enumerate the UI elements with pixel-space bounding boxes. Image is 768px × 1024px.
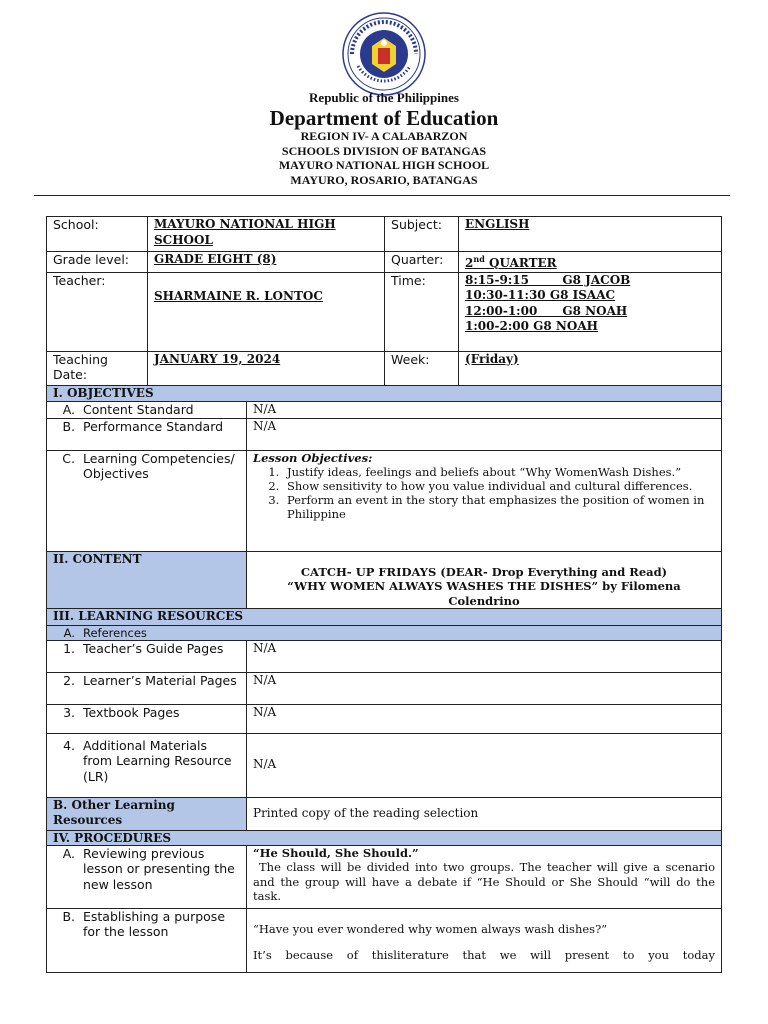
objectives-band: [47, 385, 722, 402]
procedure-a-content: [247, 845, 722, 908]
resource-row: [47, 704, 722, 733]
activity-title: “He Should, She Should.”: [253, 845, 419, 860]
item-number: 2.: [63, 672, 75, 688]
content-cell: [247, 551, 722, 609]
time-label: Time:: [385, 272, 459, 351]
resource-row: [47, 672, 722, 704]
item-letter: B.: [62, 908, 75, 924]
item-text: Learner’s Material Pages: [83, 672, 237, 688]
other-resources-label: B. Other Learning Resources: [47, 797, 247, 830]
purpose-question: “Have you ever wondered why women always wash dishes?”: [253, 921, 608, 936]
other-resources-value: Printed copy of the reading selection: [247, 797, 722, 830]
quarter-word: QUARTER: [488, 256, 557, 270]
teacher-value: SHARMAINE R. LONTOC: [148, 272, 385, 351]
header-divider: [34, 195, 730, 196]
school-value: MAYURO NATIONAL HIGH SCHOOL: [148, 217, 385, 252]
item-letter: A.: [63, 625, 75, 640]
week-label: Week:: [385, 351, 459, 385]
resource-value: N/A: [247, 672, 722, 704]
activity-description: The class will be divided into two groups. The teacher will give a scenario and the group will have a debate if “He Should or She Should “will do the task.: [253, 860, 716, 903]
resource-value: N/A: [247, 733, 722, 797]
item-number: 4.: [63, 737, 75, 753]
item-text: References: [83, 625, 147, 640]
time-slot: 12:00-1:00 G8 NOAH: [465, 303, 628, 318]
procedure-b-label: [47, 908, 247, 972]
deped-seal-logo: [342, 12, 426, 96]
grade-row: [47, 252, 722, 273]
item-text: Teacher’s Guide Pages: [83, 640, 224, 656]
item-number: 3.: [63, 704, 75, 720]
teacher-label: Teacher:: [47, 272, 148, 351]
item-letter: A.: [62, 845, 75, 861]
time-slot: 10:30-11:30 G8 ISAAC: [465, 288, 616, 302]
quarter-label: Quarter:: [385, 252, 459, 273]
item-letter: C.: [62, 450, 75, 466]
performance-standard-label: [47, 418, 247, 450]
objectives-heading: I. OBJECTIVES: [47, 385, 722, 402]
resources-heading: III. LEARNING RESOURCES: [47, 609, 722, 626]
procedure-row-a: [47, 845, 722, 908]
lesson-objectives-title: Lesson Objectives:: [253, 450, 373, 465]
item-text: Reviewing previous lesson or presenting the new lesson: [83, 845, 235, 892]
teaching-date-label: Teaching Date:: [47, 351, 148, 385]
school-label: School:: [47, 217, 148, 252]
time-slot: 8:15-9:15 G8 JACOB: [465, 272, 631, 287]
quarter-suffix: nd: [473, 254, 485, 264]
competencies-row: [47, 450, 722, 551]
department-heading: Department of Education: [269, 106, 499, 130]
school-address-block: [0, 129, 768, 187]
procedure-a-label: [47, 845, 247, 908]
school-line: MAYURO NATIONAL HIGH SCHOOL: [278, 158, 490, 172]
quarter-value: [459, 252, 722, 273]
content-standard-value: N/A: [247, 402, 722, 419]
resource-row: [47, 640, 722, 672]
item-text: Textbook Pages: [83, 704, 180, 720]
performance-standard-row: [47, 418, 722, 450]
item-text: Content Standard: [83, 402, 194, 417]
content-line-catchup: CATCH- UP FRIDAYS (DEAR- Drop Everything and Read): [300, 564, 668, 579]
performance-standard-value: N/A: [247, 418, 722, 450]
procedure-row-b: [47, 908, 722, 972]
resource-value: N/A: [247, 640, 722, 672]
week-value: (Friday): [459, 351, 722, 385]
purpose-text: It’s because of thisliterature that we will present to you today: [253, 948, 716, 962]
subject-label: Subject:: [385, 217, 459, 252]
content-standard-row: [47, 402, 722, 419]
resources-band: [47, 609, 722, 626]
resource-label: [47, 672, 247, 704]
references-band: [47, 625, 722, 640]
quarter-number: 2: [465, 256, 474, 270]
lesson-plan-table: [46, 216, 722, 973]
resource-label: [47, 733, 247, 797]
lesson-objectives-cell: [247, 450, 722, 551]
region-line: REGION IV- A CALABARZON: [300, 129, 468, 143]
item-letter: B.: [62, 418, 75, 434]
teaching-date-value: JANUARY 19, 2024: [148, 351, 385, 385]
references-heading: [47, 625, 722, 640]
procedures-heading: IV. PROCEDURES: [47, 830, 722, 845]
time-schedule: [459, 272, 722, 351]
resource-row: [47, 733, 722, 797]
address-line: MAYURO, ROSARIO, BATANGAS: [290, 172, 478, 187]
resource-label: [47, 704, 247, 733]
grade-value: GRADE EIGHT (8): [148, 252, 385, 273]
division-line: SCHOOLS DIVISION OF BATANGAS: [281, 143, 487, 158]
time-slot: 1:00-2:00 G8 NOAH: [465, 319, 598, 333]
objective-item: 2. Show sensitivity to how you value individual and cultural differences.: [283, 479, 715, 493]
content-standard-label: [47, 402, 247, 419]
procedure-b-content: [247, 908, 722, 972]
objective-item: 3. Perform an event in the story that emphasizes the position of women in Philippine: [283, 493, 715, 521]
content-heading: II. CONTENT: [47, 551, 247, 609]
item-text: Learning Competencies/ Objectives: [83, 450, 235, 481]
resource-label: [47, 640, 247, 672]
procedures-band: [47, 830, 722, 845]
item-letter: A.: [62, 402, 75, 417]
item-text: Additional Materials from Learning Resource (LR): [83, 737, 232, 784]
other-resources-row: [47, 797, 722, 830]
content-line-title: “WHY WOMEN ALWAYS WASHES THE DISHES” by Filomena Colendrino: [287, 579, 681, 608]
content-row: [47, 551, 722, 609]
school-row: [47, 217, 722, 252]
date-row: [47, 351, 722, 385]
item-number: 1.: [63, 640, 75, 656]
item-text: Establishing a purpose for the lesson: [83, 908, 226, 939]
lesson-objectives-list: [253, 465, 715, 521]
subject-value: ENGLISH: [459, 217, 722, 252]
republic-heading: Republic of the Philippines: [309, 90, 459, 105]
competencies-label: [47, 450, 247, 551]
resource-value: N/A: [247, 704, 722, 733]
grade-label: Grade level:: [47, 252, 148, 273]
teacher-row: [47, 272, 722, 351]
objective-item: 1. Justify ideas, feelings and beliefs about “Why WomenWash Dishes.”: [283, 465, 715, 479]
item-text: Performance Standard: [83, 418, 224, 434]
